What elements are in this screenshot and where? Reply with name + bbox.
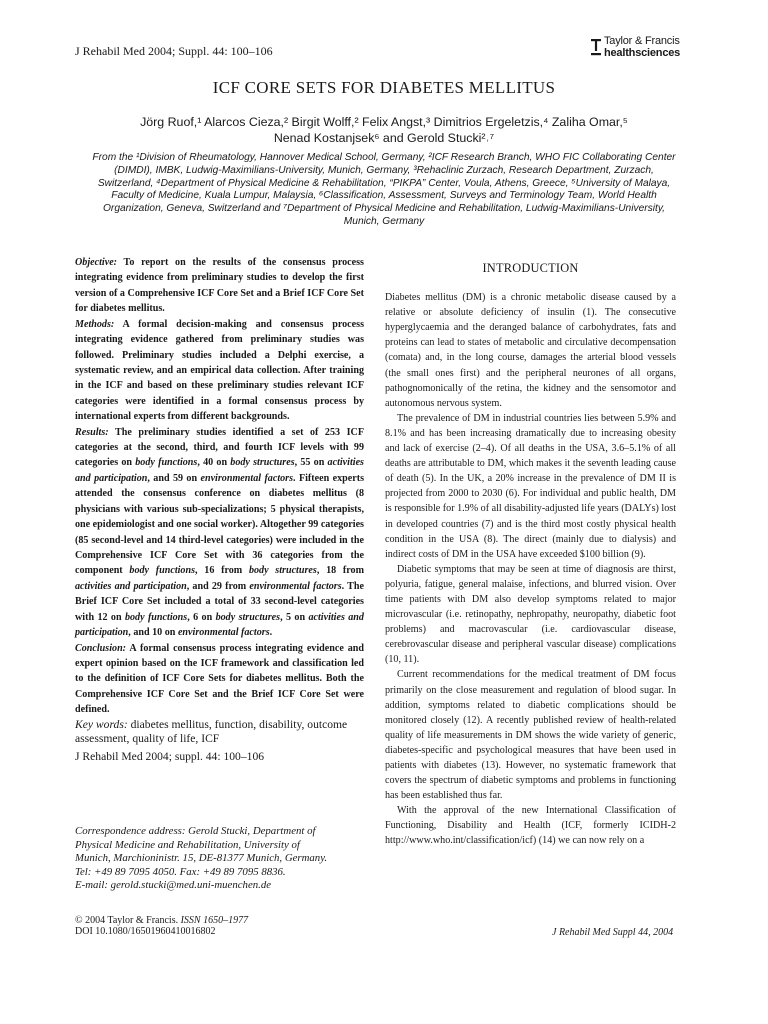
running-footer: J Rehabil Med Suppl 44, 2004	[552, 927, 674, 938]
intro-paragraph-3: Diabetic symptoms that may be seen at time of diagnosis are thirst, polyuria, fatigue, general malaise, infections, and blurred vision. Over time patients with DM also develop symptoms related to major microvascular (i.e. retinopathy, nephropathy, neuropathy, diabetic foot problems) and macrovascular (i.e. cardiovascular disease, cerebrovascular disease and peripheral vascular disease) complications (10, 11).	[385, 563, 676, 666]
intro-paragraph-2: The prevalence of DM in industrial countries lies between 5.9% and 8.1% and has been increasing dramatically due to increasing obesity and lack of exercise (2–4). Of all deaths in the USA, 3.6–5.1% of all deaths are attributable to DM, which makes it the seventh leading cause of death (5). In the UK, a 20% increase in the prevalence of DM II is projected from 2000 to 2030 (6). For individual and public health, DM is responsible for 1.9% of all disability-adjusted life years (DALYs) lost in developed countries (7) and is the third most costly physical health condition in the USA (8). The direct (mainly due to dialysis) and indirect costs of DM in the USA have exceeded $100 billion (9).	[385, 412, 676, 560]
results-text: , and 29 from	[186, 580, 250, 592]
results-text: , 5 on	[280, 611, 309, 623]
results-label: Results:	[75, 426, 109, 438]
copyright-notice	[75, 916, 248, 937]
publisher-logo-icon	[590, 37, 602, 57]
section-heading: INTRODUCTION	[482, 261, 579, 275]
results-term: environmental factors	[177, 627, 270, 639]
intro-paragraph-4: Current recommendations for the medical treatment of DM focus primarily on the close measurement and regulation of blood sugar. In addition, symptoms related to diabetic complications should be monitored closely (12). A recently published review of health-related quality of life measurements in DM shows the wide variety of generic, diabetes-specific and psychological measures that have been used in patients with diabetes (13). However, no systematic framework that covers the spectrum of diabetic symptoms and problems in functioning has been established thus far.	[385, 669, 676, 802]
copyright-text: © 2004 Taylor & Francis.	[75, 915, 181, 926]
objective-label: Objective:	[75, 257, 118, 268]
results-text: , 55 on	[294, 457, 328, 469]
journal-reference: J Rehabil Med 2004; Suppl. 44: 100–106	[75, 44, 273, 58]
correspondence-email: E-mail: gerold.stucki@med.uni-muenchen.de	[75, 879, 272, 892]
abstract-column	[75, 255, 364, 764]
author-line-2: Nenad Kostanjsek⁶ and Gerold Stucki²˒⁷	[273, 131, 495, 145]
results-term: body functions	[135, 457, 198, 469]
introduction-column	[385, 261, 676, 849]
results-term: body functions	[124, 611, 188, 623]
objective-text: To report on the results of the consensus process integrating evidence from preliminary studies to develop the first version of a Comprehensive ICF Core Set and a Brief ICF Core Set for diabetes mellitus.	[75, 257, 364, 315]
abstract-journal-reference: J Rehabil Med 2004; suppl. 44: 100–106	[75, 750, 265, 764]
author-line-1: Jörg Ruof,¹ Alarcos Cieza,² Birgit Wolff,² Felix Angst,³ Dimitrios Ergeletzis,⁴ Zaliha Omar,⁵	[140, 115, 628, 129]
results-text: . The Brief ICF Core Set included a total of 33 second-level categories with 12 on	[75, 580, 364, 623]
results-term: body structures	[248, 565, 317, 577]
results-term: environmental factors	[249, 580, 342, 592]
results-term: activities and participation	[75, 457, 364, 484]
results-text: The preliminary studies identified a set of 253 ICF categories at the second, third, and fourth ICF levels with 99 categories on	[75, 426, 364, 469]
results-text: , and 59 on	[147, 472, 201, 484]
affiliations: From the ¹Division of Rheumatology, Hannover Medical School, Germany, ²ICF Research Branch, WHO FIC Collaborating Center (DIMDI), IMBK, Ludwig-Maximilians-University, Munich, Germany, ³Rehaclinic Zurzach, Research Department, Zurzach, Switzerland, ⁴Department of Physical Medicine & Rehabilitation, “PIKPA” Center, Voula, Athens, Greece, ⁵University of Malaya, Faculty of Medicine, Kuala Lumpur, Malaysia, ⁶Classification, Assessment, Surveys and Terminology Team, World Health Organization, Geneva, Switzerland and ⁷Department of Physical Medicine and Rehabilitation, Ludwig-Maximilians-University, Munich, Germany	[92, 152, 676, 227]
methods-label: Methods:	[75, 318, 115, 330]
results-term: body structures	[215, 611, 281, 623]
keywords-text: diabetes mellitus, function, disability, outcome assessment, quality of life, ICF	[75, 717, 348, 745]
results-text: , 16 from	[195, 565, 249, 577]
correspondence-line: Physical Medicine and Rehabilitation, University of	[75, 838, 300, 851]
results-text: , 40 on	[197, 457, 231, 469]
results-text: , and 10 on	[128, 627, 178, 639]
keywords	[75, 718, 364, 746]
issn: ISSN 1650–1977	[180, 915, 249, 926]
results-text: .	[269, 627, 273, 639]
article-title: ICF CORE SETS FOR DIABETES MELLITUS	[212, 78, 556, 97]
results-term: body functions	[129, 565, 196, 577]
conclusion-text: A formal consensus process integrating evidence and expert opinion based on the ICF framework and classification led to the definition of ICF Core Sets for diabetes mellitus. Both the Comprehensive ICF Core Set and the Brief ICF Core Set were defined.	[75, 642, 364, 716]
intro-paragraph-1: Diabetes mellitus (DM) is a chronic metabolic disease caused by a relative or absolute deficiency of insulin (1). The consecutive hyperglycaemia and the deranged balance of carbohydrates, fats and proteins can lead to states of metabolic and circulative decompensation (comata) and, in the long course, damages the arterial blood vessels (the small ones first) and the peripheral neurones of all organs, pathognomonically of the retina, the kidney and the sensomotor and autonomous nervous system.	[385, 292, 676, 409]
author-list	[100, 114, 668, 146]
results-term: activities and participation	[75, 580, 187, 592]
results-term: environmental factors	[200, 472, 294, 484]
correspondence-address	[75, 825, 375, 893]
publisher-logo	[588, 35, 688, 65]
conclusion-label: Conclusion:	[75, 642, 127, 654]
methods-text: A formal decision-making and consensus process integrating evidence gathered from preliminary studies was followed. Preliminary studies included a Delphi exercise, a systematic review, and an empirical data collection. After training in the ICF and based on these preliminary studies relevant ICF categories were identified in a formal consensus process by international experts from different backgrounds.	[75, 318, 364, 423]
results-term: body structures	[230, 457, 295, 469]
publisher-division: healthsciences	[604, 47, 681, 59]
abstract	[75, 255, 364, 718]
results-text: , 18 from	[316, 565, 364, 577]
correspondence-line: Tel: +49 89 7095 4050. Fax: +49 89 7095 8836.	[75, 865, 286, 878]
keywords-label: Key words:	[75, 717, 128, 731]
correspondence-line: Munich, Marchioninistr. 15, DE-81377 Munich, Germany.	[75, 852, 328, 865]
correspondence-line: Correspondence address: Gerold Stucki, Department of	[75, 825, 316, 837]
publisher-name: Taylor & Francis	[604, 35, 680, 47]
results-text: . Fifteen experts attended the consensus conference on diabetes mellitus (8 physicians with various sub-specializations; 5 physical therapists, one epidemiologist and one social worker). Altogether 99 categories (85 second-level and 14 third-level categories) were included in the Comprehensive ICF Core Set with 36 categories from the component	[75, 472, 365, 577]
doi: DOI 10.1080/16501960410016802	[75, 925, 216, 937]
intro-paragraph-5: With the approval of the new International Classification of Functioning, Disability and Health (ICF, formerly ICIDH-2 http://www.who.int/classification/icf) (14) we can now rely on a	[385, 805, 676, 847]
results-text: , 6 on	[187, 611, 216, 623]
results-term: activities and participation	[75, 611, 364, 639]
